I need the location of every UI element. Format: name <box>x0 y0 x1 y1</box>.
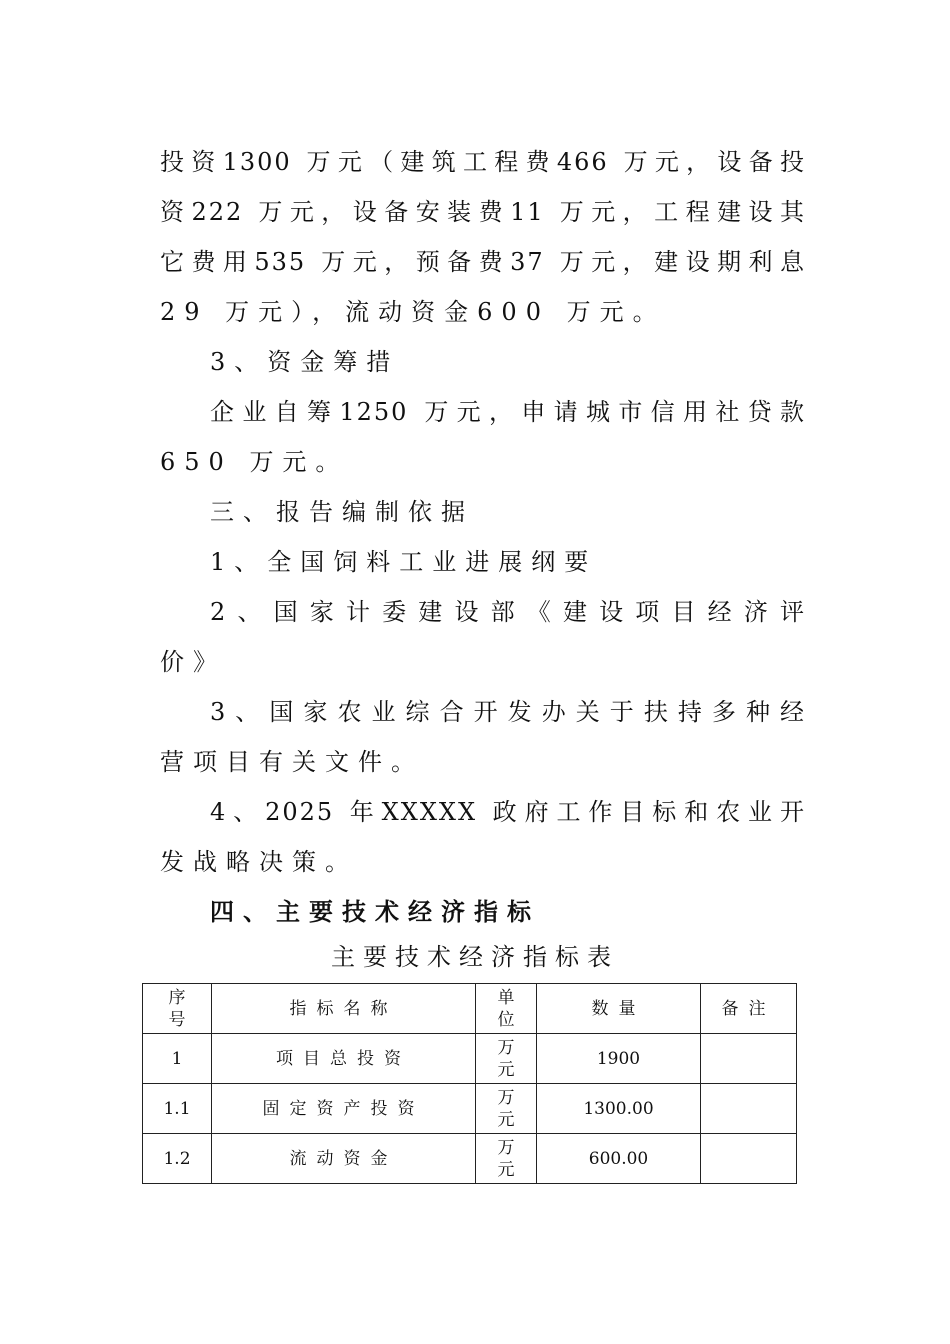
table-caption: 主要技术经济指标表 <box>331 943 619 971</box>
paragraph-line: 650 万元。 <box>160 448 349 476</box>
table-cell: 1 <box>143 1034 212 1084</box>
table-row <box>143 1134 797 1184</box>
section-heading: 三、报告编制依据 <box>210 498 474 526</box>
table-cell: 万元 <box>476 1134 537 1184</box>
table-cell: 1900 <box>537 1034 701 1084</box>
indicator-table <box>142 983 797 1184</box>
table-cell: 万元 <box>476 1034 537 1084</box>
paragraph-line: 29 万元），流动资金600 万元。 <box>160 298 666 326</box>
section-heading: 四、主要技术经济指标 <box>210 897 540 926</box>
table-cell: 1300.00 <box>537 1084 701 1134</box>
table-cell: 1.2 <box>143 1134 212 1184</box>
list-item-continuation: 发战略决策。 <box>160 848 358 876</box>
header-cell: 单位 <box>476 984 537 1034</box>
paragraph-line: 企业自筹1250 万元，申请城市信用社贷款 <box>210 398 806 426</box>
paragraph-line: 投资1300 万元（建筑工程费466 万元，设备投 <box>160 148 806 176</box>
header-cell: 序号 <box>143 984 212 1034</box>
table-row <box>143 1084 797 1134</box>
paragraph-line: 它费用535 万元，预备费37 万元，建设期利息 <box>160 248 806 276</box>
table-cell <box>701 1084 797 1134</box>
table-row <box>143 1034 797 1084</box>
table-cell: 流动资金 <box>212 1134 476 1184</box>
list-item: 1、全国饲料工业进展纲要 <box>210 548 598 576</box>
header-cell: 数量 <box>537 984 701 1034</box>
paragraph-line: 资222 万元，设备安装费11 万元，工程建设其 <box>160 198 806 226</box>
table-cell: 1.1 <box>143 1084 212 1134</box>
table-cell: 项目总投资 <box>212 1034 476 1084</box>
list-item-continuation: 价》 <box>160 648 226 676</box>
header-cell: 指标名称 <box>212 984 476 1034</box>
list-item: 2、国家计委建设部《建设项目经济评 <box>210 598 806 626</box>
table-cell: 万元 <box>476 1084 537 1134</box>
header-cell: 备注 <box>701 984 797 1034</box>
section-heading: 3、资金筹措 <box>210 348 400 376</box>
list-item: 3、国家农业综合开发办关于扶持多种经 <box>210 698 806 726</box>
list-item: 4、2025 年XXXXX 政府工作目标和农业开 <box>210 798 806 826</box>
list-item-continuation: 营项目有关文件。 <box>160 748 424 776</box>
table-cell <box>701 1134 797 1184</box>
table-cell: 600.00 <box>537 1134 701 1184</box>
table-header-row <box>143 984 797 1034</box>
table-cell: 固定资产投资 <box>212 1084 476 1134</box>
table-cell <box>701 1034 797 1084</box>
